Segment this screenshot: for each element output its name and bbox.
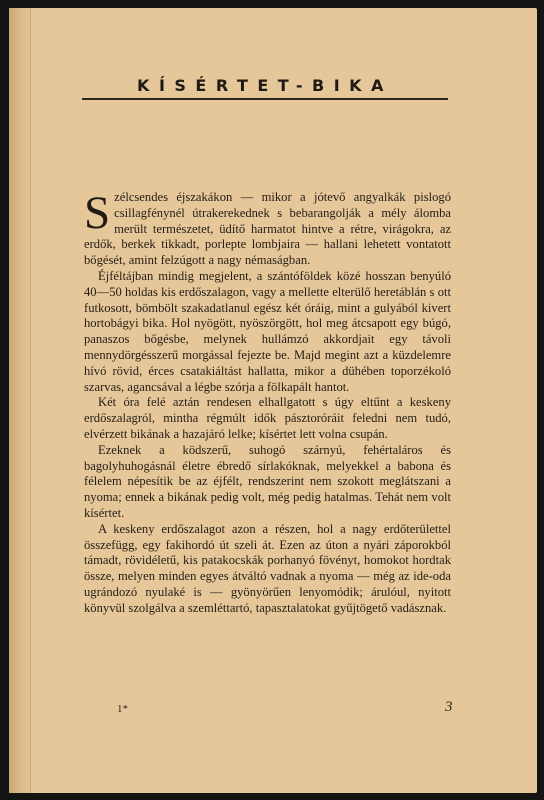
paragraph-5: A keskeny erdőszalagot azon a részen, hol a nagy erdőterülettel összefügg, egy fakihordó út szeli át. Ezen az úton a nyári záporokból támadt, rövidéletű, kis patakocskák porhanyó fövényt, homokot hordtak össze, melyen minden egyes átváltó vadnak a nyoma — még az ide-oda ugrándozó nyulaké is — gyönyörűen lenyomódik; árulóul, nyitott könyvül szolgálva a szemléttartó, tapasztalatokat gyűjtögető vadásznak. xyxy=(84,521,451,615)
drop-cap: S xyxy=(84,187,111,239)
page-number: 3 xyxy=(445,699,453,715)
binding-edge xyxy=(30,8,31,793)
chapter-title: KÍSÉRTET-BIKA xyxy=(137,76,393,95)
body-text xyxy=(84,187,451,617)
paragraph-1 xyxy=(84,187,451,269)
binding-spine xyxy=(9,8,31,793)
signature-mark: 1* xyxy=(117,703,128,715)
paragraph-2: Éjféltájban mindig megjelent, a szántóföldek közé hosszan benyúló 40—50 holdas kis erdőszalagon, vagy a mellette elterülő heretáblán s ott futkosott, bömbölt szakadatlanul egész két óráig, mint a gulyából kivert hortobágyi bika. Hol nyögött, nyöszörgött, hol meg átcsapott egy búgó, panaszos bőgésbe, melynek hullámzó akkordjait egy távoli mennydörgésszerű morgással fejezte be. Majd megint azt a küzdelemre hívó rövid, érces csatakiáltást hallatta, mikor a dühében toporzékoló szarvas, agancsával a légbe szórja a fölkapált hantot. xyxy=(84,268,451,394)
paragraph-1-text: zélcsendes éjszakákon — mikor a jótevő angyalkák pislogó csillagfénynél útrakerekednek s bebarangolják a mély álomba merült természetet, üdítő harmatot hintve a rétre, virágokra, az erdők, berkek tikkadt, porlepte lombjaira — hallani lehetett vontatott bőgését, amint felzúgott a nagy némaságban. xyxy=(84,190,451,268)
paragraph-3: Két óra felé aztán rendesen elhallgatott s úgy eltűnt a keskeny erdőszalagról, mintha régmúlt idők pásztoróráit feledni nem tudó, elvérzett bikának a hazajáró lelke; kísértet lett volna csupán. xyxy=(84,395,451,441)
title-rule xyxy=(82,98,448,100)
paragraph-4: Ezeknek a ködszerű, suhogó szárnyú, fehértaláros és bagolyhuhogásnál életre ébredő sírlakóknak, melyekkel a babona és félelem népesítik be az éjfélt, rendszerint nem szokott meglátszani a nyoma; ennek a bikának pedig volt, még pedig hatalmas. Tehát nem volt kísértet. xyxy=(84,442,451,520)
